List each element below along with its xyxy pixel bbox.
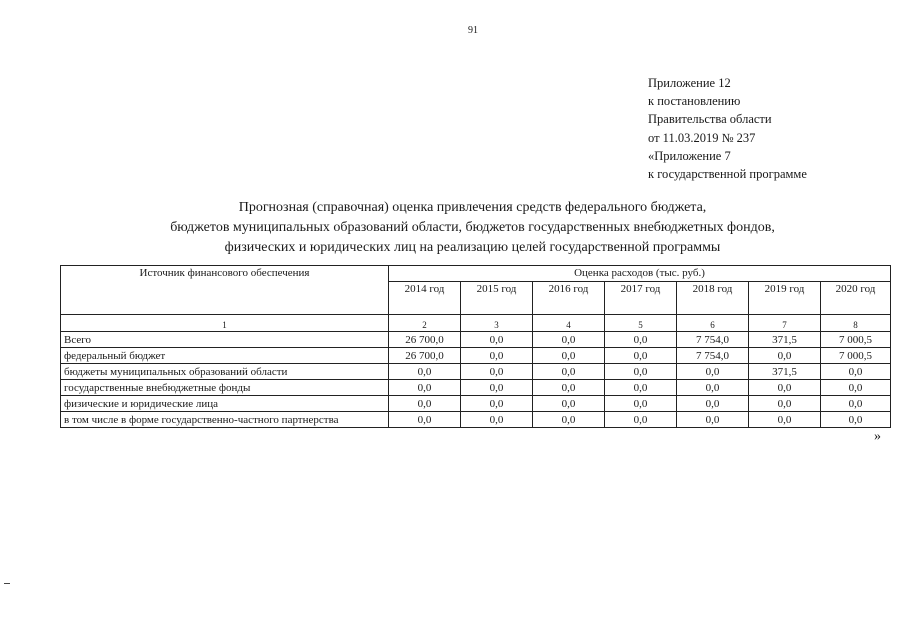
source-cell: в том числе в форме государственно-частного партнерства [61,412,389,428]
annex-line: Приложение 12 [648,76,731,90]
value-cell: 0,0 [533,364,605,380]
table-row [61,396,891,412]
value-cell: 0,0 [605,396,677,412]
value-cell: 0,0 [605,364,677,380]
value-cell: 0,0 [677,364,749,380]
value-cell: 7 000,5 [821,348,891,364]
value-cell: 0,0 [461,332,533,348]
value-cell: 0,0 [821,364,891,380]
value-cell: 0,0 [605,412,677,428]
document-title [100,198,845,258]
title-line: физических и юридических лиц на реализацию целей государственной программы [224,240,721,255]
value-cell: 0,0 [605,332,677,348]
value-cell: 0,0 [821,412,891,428]
page-number: 91 [468,25,478,36]
table-row [61,348,891,364]
value-cell: 0,0 [461,348,533,364]
title-line: Прогнозная (справочная) оценка привлечения средств федерального бюджета, [238,200,707,215]
column-number: 5 [605,315,677,332]
value-cell: 371,5 [749,364,821,380]
value-cell: 0,0 [533,380,605,396]
value-cell: 0,0 [749,412,821,428]
value-cell: 0,0 [533,348,605,364]
value-cell: 0,0 [605,380,677,396]
source-cell: государственные внебюджетные фонды [61,380,389,396]
value-cell: 0,0 [389,380,461,396]
year-header: 2015 год [461,282,533,315]
value-cell: 371,5 [749,332,821,348]
value-cell: 0,0 [821,396,891,412]
year-header: 2018 год [677,282,749,315]
value-cell: 0,0 [677,380,749,396]
value-cell: 0,0 [389,364,461,380]
value-cell: 7 754,0 [677,348,749,364]
annex-line: к постановлению [648,94,741,109]
column-number: 3 [461,315,533,332]
year-header: 2020 год [821,282,891,315]
value-cell: 0,0 [461,412,533,428]
value-cell: 0,0 [533,332,605,348]
table-row [61,332,891,348]
value-cell: 0,0 [749,380,821,396]
table-row [61,380,891,396]
value-cell: 0,0 [605,348,677,364]
closing-quote: » [874,429,881,444]
estimate-header: Оценка расходов (тыс. руб.) [389,266,891,282]
annex-line: «Приложение 7 [648,148,731,163]
source-cell: физические и юридические лица [61,396,389,412]
annex-line: Правительства области [648,112,772,127]
annex-line: к государственной программе [648,167,807,182]
value-cell: 0,0 [533,396,605,412]
value-cell: 7 000,5 [821,332,891,348]
funding-table [60,265,891,428]
value-cell: 0,0 [749,348,821,364]
margin-mark [4,583,10,584]
column-number: 8 [821,315,891,332]
annex-line: от 11.03.2019 № 237 [648,130,756,145]
value-cell: 0,0 [821,380,891,396]
source-cell: Всего [61,332,389,348]
year-header: 2019 год [749,282,821,315]
column-number: 1 [61,315,389,332]
value-cell: 0,0 [677,396,749,412]
source-header: Источник финансового обеспечения [61,266,389,315]
value-cell: 0,0 [389,396,461,412]
column-number: 7 [749,315,821,332]
annex-block [648,74,807,183]
title-line: бюджетов муниципальных образований области, бюджетов государственных внебюджетных фондов, [170,220,775,235]
year-header: 2017 год [605,282,677,315]
table-row [61,412,891,428]
table-row [61,364,891,380]
value-cell: 0,0 [461,364,533,380]
source-cell: бюджеты муниципальных образований области [61,364,389,380]
value-cell: 0,0 [749,396,821,412]
year-header: 2016 год [533,282,605,315]
value-cell: 26 700,0 [389,332,461,348]
value-cell: 7 754,0 [677,332,749,348]
value-cell: 0,0 [677,412,749,428]
source-cell: федеральный бюджет [61,348,389,364]
value-cell: 0,0 [389,412,461,428]
column-number: 6 [677,315,749,332]
column-number: 4 [533,315,605,332]
value-cell: 0,0 [461,380,533,396]
year-header: 2014 год [389,282,461,315]
value-cell: 26 700,0 [389,348,461,364]
value-cell: 0,0 [461,396,533,412]
column-number: 2 [389,315,461,332]
value-cell: 0,0 [533,412,605,428]
